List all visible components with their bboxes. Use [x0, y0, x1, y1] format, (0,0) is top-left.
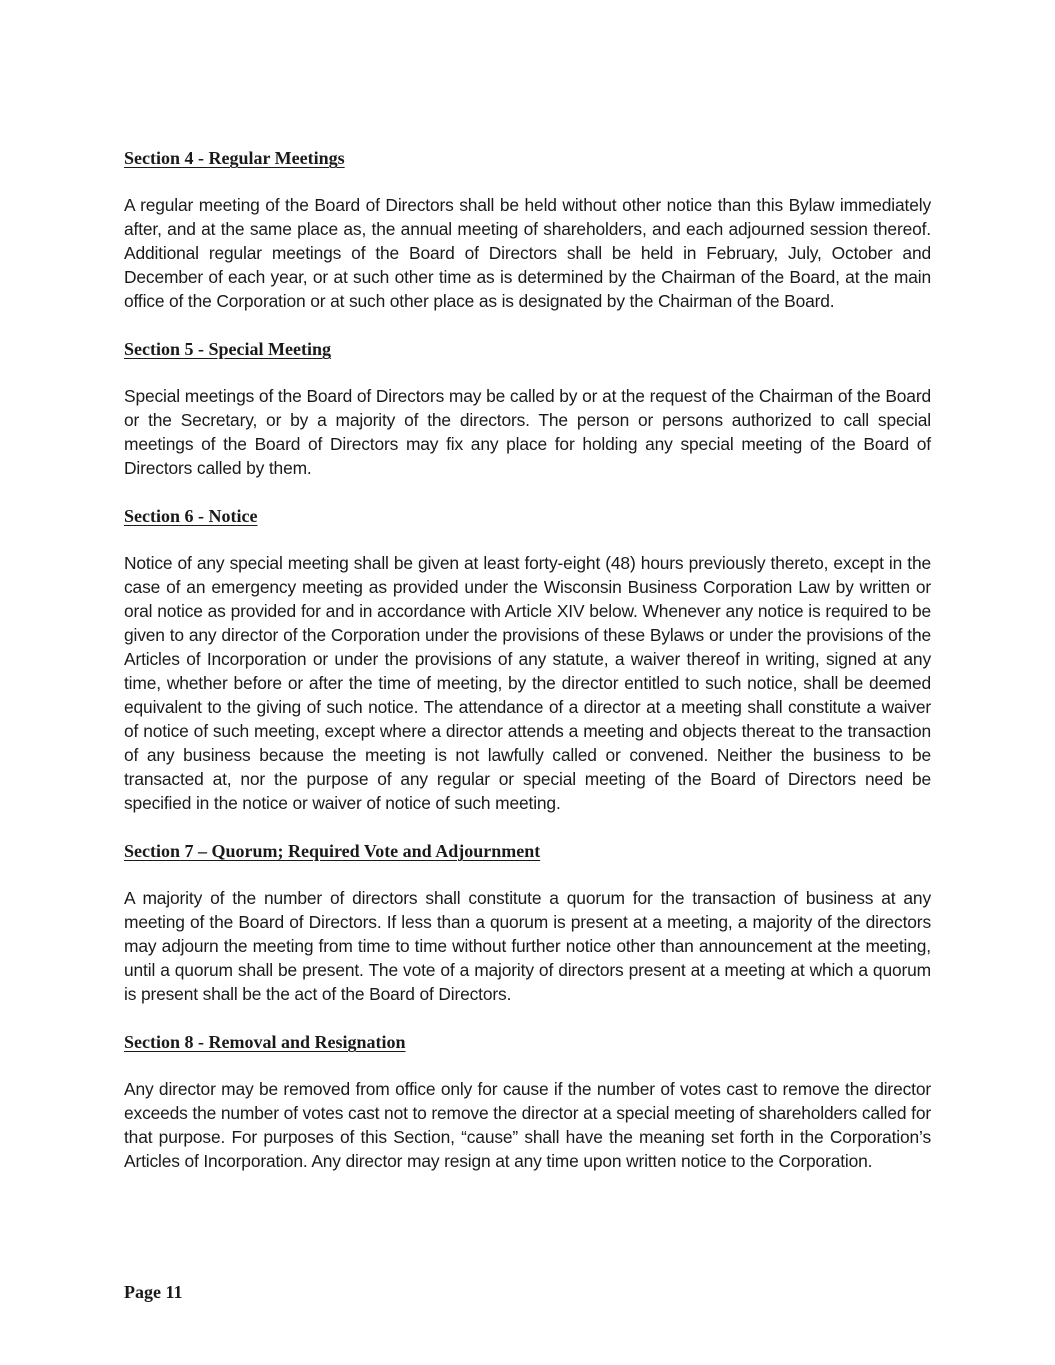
section-paragraph: Notice of any special meeting shall be given at least forty-eight (48) hours previously thereto, except in the case of an emergency meeting as provided under the Wisconsin Business Corporation Law by written or oral notice as provided for and in accordance with Article XIV below. Whenever any notice is required to be given to any director of the Corporation under the provisions of these Bylaws or under the provisions of the Articles of Incorporation or under the provisions of any statute, a waiver thereof in writing, signed at any time, whether before or after the time of meeting, by the director entitled to such notice, shall be deemed equivalent to the giving of such notice. The attendance of a director at a meeting shall constitute a waiver of notice of such meeting, except where a director attends a meeting and objects thereat to the transaction of any business because the meeting is not lawfully called or convened. Neither the business to be transacted at, nor the purpose of any regular or special meeting of the Board of Directors need be specified in the notice or waiver of notice of such meeting. [124, 553, 931, 813]
section-paragraph: A majority of the number of directors shall constitute a quorum for the transaction of business at any meeting of the Board of Directors. If less than a quorum is present at a meeting, a majority of the directors may adjourn the meeting from time to time without further notice other than announcement at the meeting, until a quorum shall be present. The vote of a majority of directors present at a meeting at which a quorum is present shall be the act of the Board of Directors. [124, 888, 931, 1004]
section-7 [124, 839, 931, 1006]
section-4 [124, 146, 931, 313]
section-paragraph: Any director may be removed from office only for cause if the number of votes cast to remove the director exceeds the number of votes cast not to remove the director at a special meeting of shareholders called for that purpose. For purposes of this Section, “cause” shall have the meaning set forth in the Corporation’s Articles of Incorporation. Any director may resign at any time upon written notice to the Corporation. [124, 1079, 931, 1171]
section-heading: Section 6 - Notice [124, 506, 258, 526]
section-5 [124, 337, 931, 480]
section-paragraph: Special meetings of the Board of Directors may be called by or at the request of the Chairman of the Board or the Secretary, or by a majority of the directors. The person or persons authorized to call special meetings of the Board of Directors may fix any place for holding any special meeting of the Board of Directors called by them. [124, 386, 931, 478]
page-number: Page 11 [124, 1282, 183, 1302]
section-8 [124, 1030, 931, 1173]
section-heading: Section 4 - Regular Meetings [124, 148, 345, 168]
section-paragraph: A regular meeting of the Board of Directors shall be held without other notice than this Bylaw immediately after, and at the same place as, the annual meeting of shareholders, and each adjourned session thereof. Additional regular meetings of the Board of Directors shall be held in February, July, October and December of each year, or at such other time as is determined by the Chairman of the Board, at the main office of the Corporation or at such other place as is designated by the Chairman of the Board. [124, 195, 931, 311]
section-heading: Section 5 - Special Meeting [124, 339, 331, 359]
document-body [124, 146, 931, 1197]
section-6 [124, 504, 931, 815]
section-heading: Section 7 – Quorum; Required Vote and Adjournment [124, 841, 541, 861]
section-heading: Section 8 - Removal and Resignation [124, 1032, 406, 1052]
